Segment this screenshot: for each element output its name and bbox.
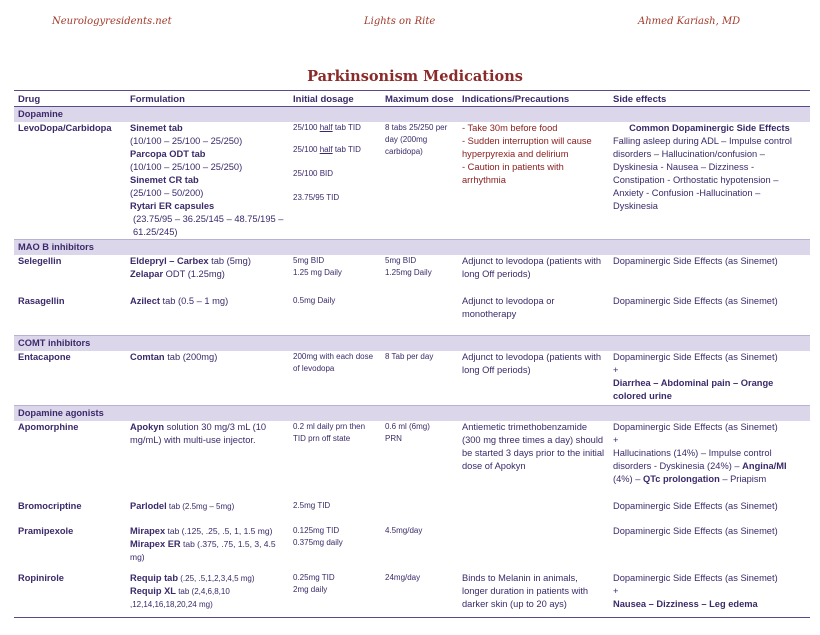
col-max: Maximum dose [381,91,458,107]
table-row [14,421,810,486]
max-dose: 4.5mg/day [385,525,423,535]
drug-name: Bromocriptine [18,500,82,511]
section-row [14,107,810,123]
max-dose: 8 Tab per day [385,352,434,361]
max-dose: 5mg BID 1.25mg Daily [385,256,432,277]
formulation: Zelapar ODT (1.25mg) [130,269,225,279]
col-side-effects: Side effects [609,91,810,107]
indication: - Caution in patients with arrhythmia [462,162,564,185]
side-effects: Dopaminergic Side Effects (as Sinemet) [613,525,778,536]
table-row [14,500,810,513]
table-row [14,525,810,564]
initial-dosage: 5mg BID 1.25 mg Daily [293,256,342,277]
medications-table [14,90,810,611]
initial-dosage: 0.2 ml daily prn then TID prn off state [293,421,366,443]
side-effects-extra: Diarrhea – Abdominal pain – Orange colored urine [613,378,774,401]
formulation-cell [126,122,289,240]
footer-divider [14,617,810,618]
drug-name: Selegellin [18,256,62,266]
indication: - Sudden interruption will cause hyperpyrexia and delirium [462,136,592,159]
side-effects-cell [609,572,810,611]
side-effects-plus: + [613,365,619,375]
initial-dosage: 25/100 half tab TID [293,145,361,154]
side-effects: Dopaminergic Side Effects (as Sinemet) [613,352,778,362]
formulation-name: Parcopa ODT tab [130,149,206,159]
formulation: Requip tab (.25, .5,1,2,3,4,5 mg) [130,572,255,583]
formulation: Requip XL tab (2,4,6,8,10 ,12,14,16,18,20,24 mg) [130,585,230,609]
formulation: Mirapex tab (.125, .25, .5, 1, 1.5 mg) [130,525,273,536]
formulation-cell [126,255,289,281]
indications [458,500,609,513]
formulation-dose: (25/100 – 50/200) [130,188,204,198]
initial-dosage: 23.75/95 TID [293,193,340,202]
drug-name: Ropinirole [18,572,64,583]
header-right: Ahmed Kariash, MD [638,16,741,27]
initial-dosage: 25/100 half tab TID [293,123,361,132]
table-row [14,572,810,611]
col-formulation: Formulation [126,91,289,107]
side-effects-extra: Nausea – Dizziness – Leg edema [613,598,758,609]
table-row [14,351,810,403]
max-dose [381,500,458,513]
initial-dosage: 2.5mg TID [293,500,331,510]
drug-name: Pramipexole [18,525,74,536]
side-effects: Dopaminergic Side Effects (as Sinemet) [613,256,778,266]
formulation-name: Sinemet tab [130,123,183,133]
side-effects-cell [609,122,810,240]
drug-name: Apomorphine [18,421,79,432]
header-left: Neurologyresidents.net [52,16,172,27]
side-effects: Dopaminergic Side Effects (as Sinemet) [613,500,778,511]
indications-cell [458,122,609,240]
section-row [14,336,810,352]
drug-name: Entacapone [18,352,71,362]
formulation: Eldepryl – Carbex tab (5mg) [130,256,251,266]
section-maob: MAO B inhibitors [14,240,810,256]
table-header-row [14,91,810,107]
header-center: Lights on Rite [364,16,436,27]
formulation: Comtan tab (200mg) [130,352,218,362]
col-initial: Initial dosage [289,91,381,107]
side-effects-extra: Hallucinations (14%) – Impulse control disorders - Dyskinesia (24%) – Angina/MI (4%) – QTc prolongation – Priapism [613,447,787,484]
max-dose: 0.6 ml (6mg) PRN [385,421,430,443]
initial-dosage: 0.25mg TID 2mg daily [293,572,335,594]
page-title: Parkinsonism Medications [307,68,523,85]
table-row [14,122,810,240]
side-effects-cell [609,351,810,403]
max-dose: 24mg/day [385,572,421,582]
drug-name: LevoDopa/Carbidopa [18,123,112,133]
col-indications: Indications/Precautions [458,91,609,107]
indications [458,525,609,564]
side-effects-cell [609,421,810,486]
indications: Adjunct to levodopa or monotherapy [462,296,555,319]
initial-dosage-cell [289,122,381,240]
formulation: Azilect tab (0.5 – 1 mg) [130,296,229,306]
side-effects: Dopaminergic Side Effects (as Sinemet) [613,572,778,583]
formulation-name: Rytari ER capsules [130,201,215,211]
initial-dosage: 0.125mg TID 0.375mg daily [293,525,343,547]
side-effects-title: Common Dopaminergic Side Effects [629,123,790,133]
section-row [14,240,810,256]
indications: Antiemetic trimethobenzamide (300 mg three times a day) should be started 3 days prior to the initial dose of Apokyn [462,421,605,471]
section-agonists: Dopamine agonists [14,405,810,421]
formulation-dose: (10/100 – 25/100 – 25/250) [130,136,243,146]
table-row [14,255,810,281]
side-effects-text: Falling asleep during ADL – Impulse control disorders – Hallucination/confusion – Dyskinesia - Nausea – Dizziness - Constipation - Orthostatic hypotension – Anxiety - Confusion -Hallucination – Dyskinesia [613,136,792,211]
formulation-cell [126,572,289,611]
formulation-cell [126,525,289,564]
indications: Adjunct to levodopa (patients with long Off periods) [462,352,602,375]
section-dopamine: Dopamine [14,107,810,123]
formulation: Apokyn solution 30 mg/3 mL (10 mg/mL) with multi-use injector. [130,421,267,445]
side-effects-plus: + [613,585,619,596]
side-effects: Dopaminergic Side Effects (as Sinemet) [613,421,778,432]
side-effects: Dopaminergic Side Effects (as Sinemet) [613,296,778,306]
section-comt: COMT inhibitors [14,336,810,352]
col-drug: Drug [14,91,126,107]
max-dose: 8 tabs 25/250 per day (200mg carbidopa) [385,123,448,156]
indications: Adjunct to levodopa (patients with long Off periods) [462,256,602,279]
formulation-name: Sinemet CR tab [130,175,199,185]
formulation-dose: (10/100 – 25/100 – 25/250) [130,162,243,172]
initial-dosage: 0.5mg Daily [293,296,336,305]
drug-name: Rasagellin [18,296,65,306]
formulation-dose: (23.75/95 – 36.25/145 – 48.75/195 – 61.25/245) [133,214,284,237]
initial-dosage: 25/100 BID [293,169,334,178]
table-row [14,295,810,321]
indication: - Take 30m before food [462,123,558,133]
initial-dosage: 200mg with each dose of levodopa [293,352,374,373]
formulation: Mirapex ER tab (.375, .75, 1.5, 3, 4.5 mg) [130,538,276,562]
indications: Binds to Melanin in animals, longer duration in patients with darker skin (up to 20 ays) [462,572,589,609]
side-effects-plus: + [613,434,619,445]
max-dose [381,295,458,321]
formulation: Parlodel tab (2.5mg – 5mg) [130,500,235,511]
section-row [14,405,810,421]
